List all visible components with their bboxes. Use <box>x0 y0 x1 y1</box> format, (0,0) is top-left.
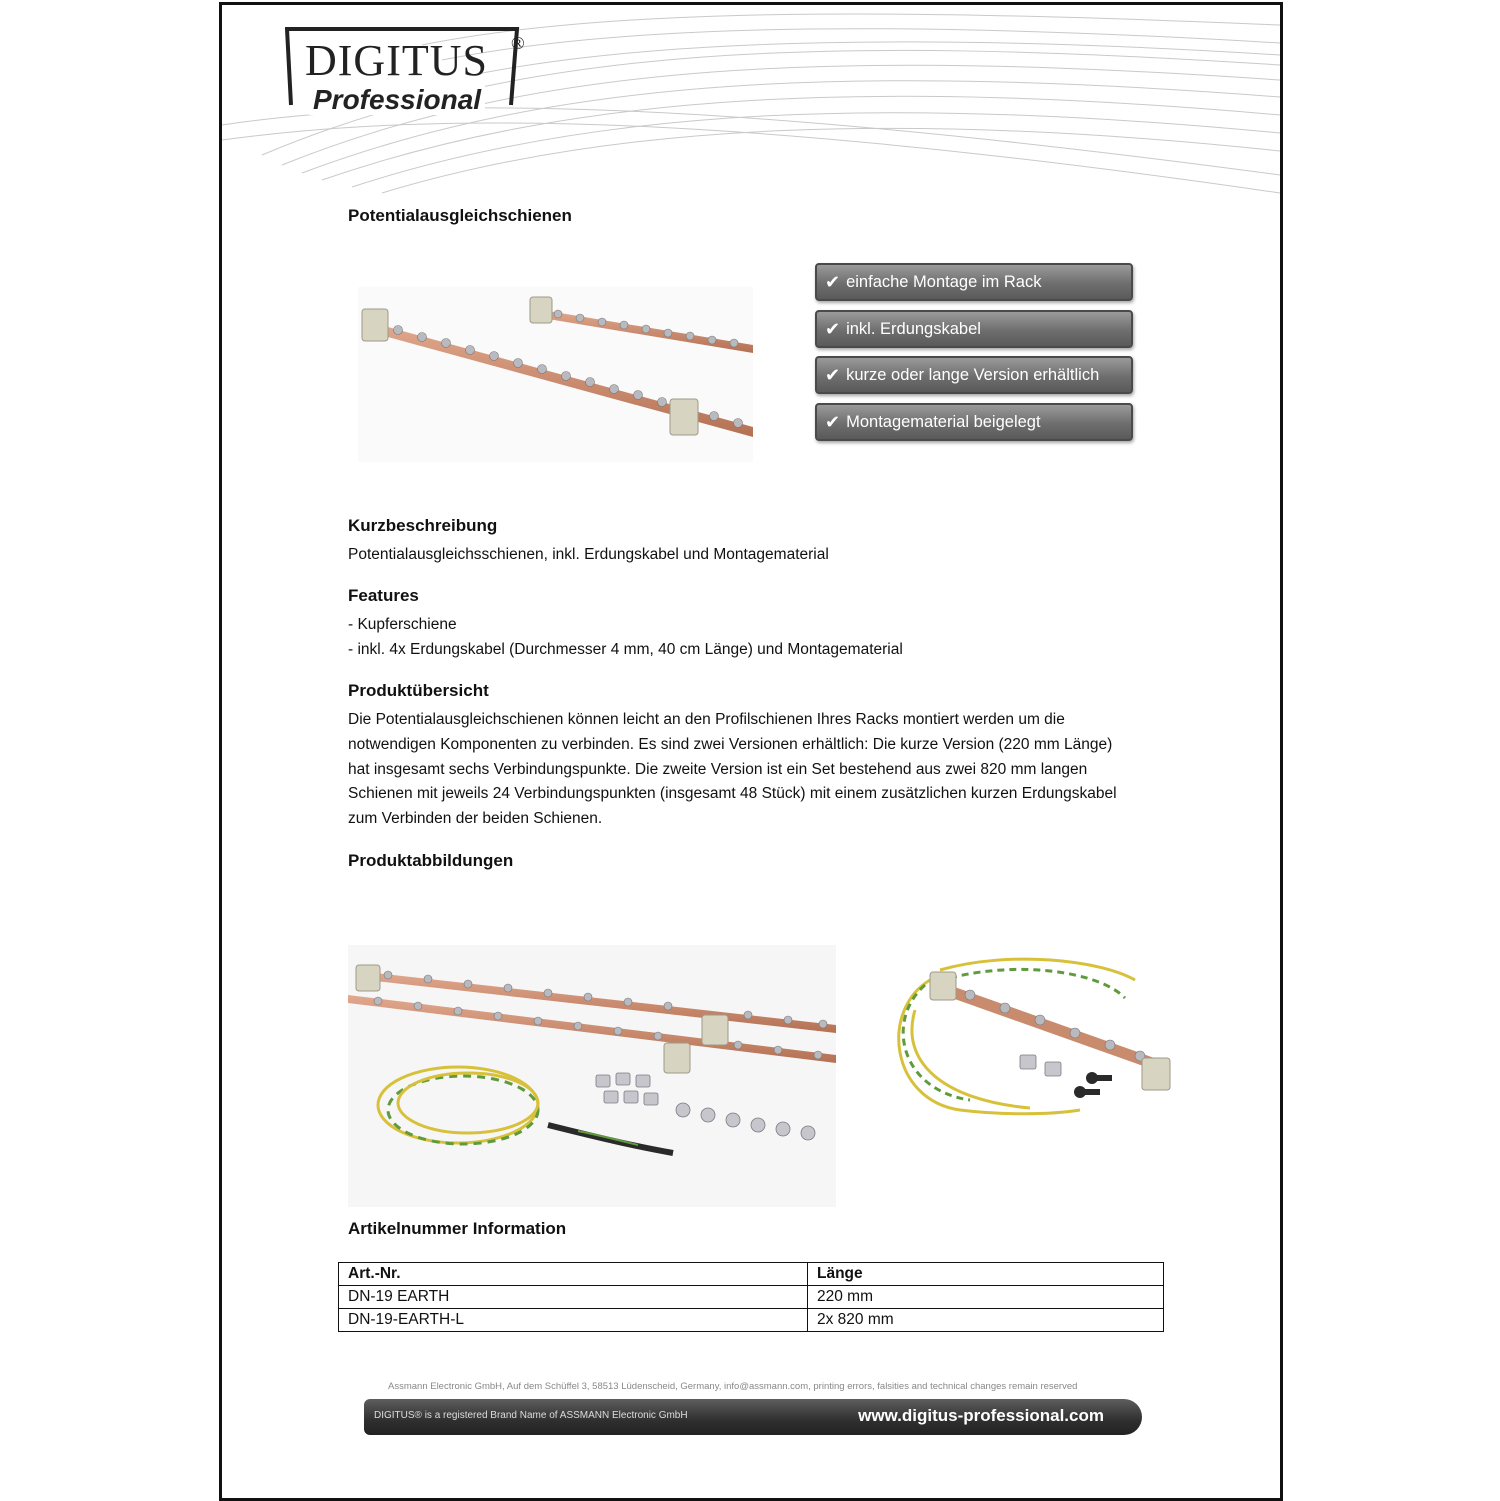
kurzbeschreibung-text: Potentialausgleichsschienen, inkl. Erdungskabel und Montagematerial <box>348 546 829 563</box>
feature-badge-versions <box>815 356 1133 394</box>
heading-produktabbildungen: Produktabbildungen <box>348 851 514 870</box>
table-header-row <box>339 1263 1164 1286</box>
footer-address-note: Assmann Electronic GmbH, Auf dem Schüffel 3, 58513 Lüdenscheid, Germany, info@assmann.com, printing errors, falsities and technical changes remain reserved <box>388 1381 1078 1392</box>
table-header-cell: Länge <box>808 1263 1164 1286</box>
overview-line: Die Potentialausgleichschienen können leicht an den Profilschienen Ihres Racks montiert werden um die <box>348 711 1065 728</box>
check-icon: ✔ <box>825 364 841 385</box>
table-row <box>339 1309 1164 1332</box>
logo-professional: Professional <box>309 85 485 115</box>
feature-badge-cable <box>815 310 1133 348</box>
product-image-rails <box>358 287 753 462</box>
datasheet-page <box>219 2 1283 1501</box>
footer-brand-note: DIGITUS® is a registered Brand Name of ASSMANN Electronic GmbH <box>374 1410 688 1421</box>
product-image-short-set <box>880 950 1190 1130</box>
heading-artikelnummer: Artikelnummer Information <box>348 1219 567 1238</box>
footer-bar <box>364 1399 1142 1435</box>
heading-produktuebersicht: Produktübersicht <box>348 681 489 700</box>
feature-badge-mounting <box>815 263 1133 301</box>
check-icon: ✔ <box>825 271 841 292</box>
heading-features: Features <box>348 586 419 605</box>
logo-registered-mark: ® <box>511 33 525 53</box>
check-icon: ✔ <box>825 318 841 339</box>
feature-badge-material <box>815 403 1133 441</box>
table-header-cell: Art.-Nr. <box>339 1263 808 1286</box>
product-image-long-set <box>348 945 836 1207</box>
heading-kurzbeschreibung: Kurzbeschreibung <box>348 516 498 535</box>
table-cell: DN-19 EARTH <box>339 1286 808 1309</box>
overview-line: notwendigen Komponenten zu verbinden. Es sind zwei Versionen erhältlich: Die kurze Version (220 mm Länge) <box>348 736 1113 753</box>
feature-item: - inkl. 4x Erdungskabel (Durchmesser 4 mm, 40 cm Länge) und Montagematerial <box>348 641 903 658</box>
logo-brand: DIGITUS <box>305 36 488 85</box>
overview-line: hat insgesamt sechs Verbindungspunkte. Die zweite Version ist ein Set bestehend aus zwei 820 mm langen <box>348 761 1088 778</box>
overview-line: zum Verbinden der beiden Schienen. <box>348 810 603 827</box>
feature-badge-label: inkl. Erdungskabel <box>846 319 981 338</box>
page-title: Potentialausgleichschienen <box>348 206 572 225</box>
table-cell: DN-19-EARTH-L <box>339 1309 808 1332</box>
table-cell: 2x 820 mm <box>808 1309 1164 1332</box>
table-cell: 220 mm <box>808 1286 1164 1309</box>
feature-badge-label: Montagematerial beigelegt <box>846 412 1041 431</box>
article-table <box>338 1262 1164 1332</box>
feature-badge-label: einfache Montage im Rack <box>846 272 1042 291</box>
check-icon: ✔ <box>825 411 841 432</box>
feature-badge-label: kurze oder lange Version erhältlich <box>846 365 1100 384</box>
feature-item: - Kupferschiene <box>348 616 457 633</box>
table-row <box>339 1286 1164 1309</box>
digitus-logo <box>285 25 525 115</box>
footer-website-link[interactable]: www.digitus-professional.com <box>858 1406 1104 1425</box>
overview-line: Schienen mit jeweils 24 Verbindungspunkten (insgesamt 48 Stück) mit einem zusätzlichen kurzen Erdungskabel <box>348 785 1117 802</box>
